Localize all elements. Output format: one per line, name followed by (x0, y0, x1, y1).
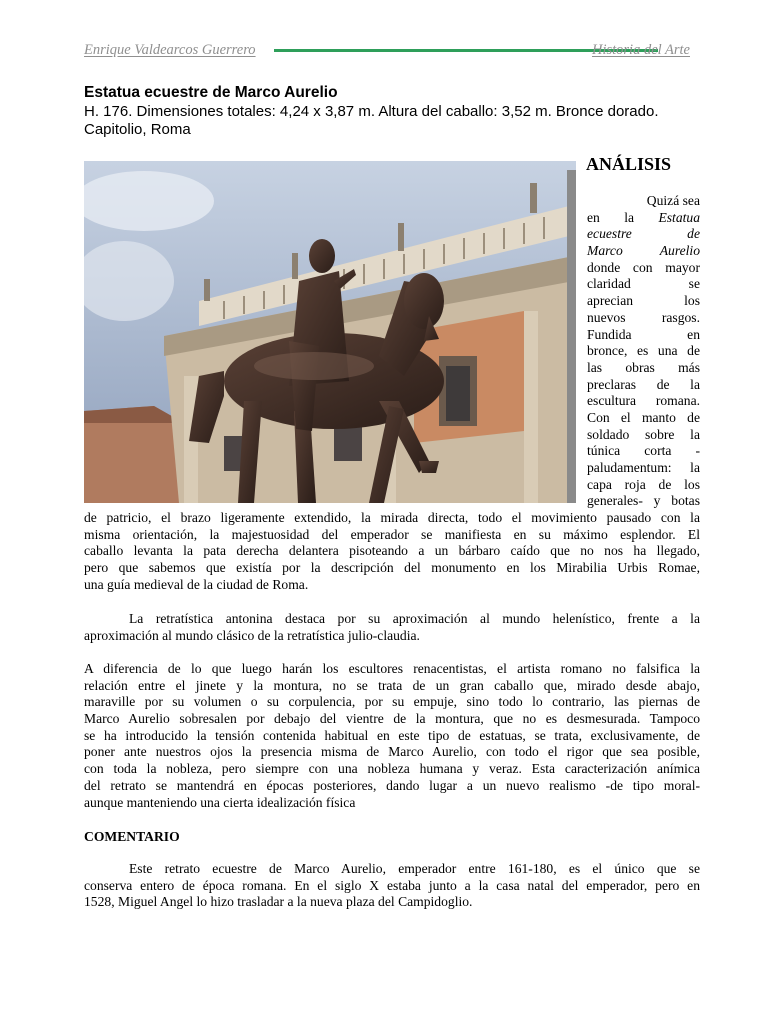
retratistica-line: La retratística antonina destaca por su aproximación al mundo helenístico, frente a la (129, 611, 700, 626)
side-column-line: paludamentum: la (587, 460, 700, 475)
side-column-line: aprecian los (587, 293, 700, 309)
diferencia-line: A diferencia de lo que luego harán los escultores renacentistas, el artista romano no falsifica la (84, 661, 700, 676)
document-subtitle (84, 103, 694, 139)
page-header (84, 40, 690, 64)
side-column-line: nuevos rasgos. (587, 309, 700, 325)
diferencia-line: maraville por su volumen o su corpulencia, por su empuje, sino todo lo contrario, las piernas de (84, 694, 700, 710)
diferencia-line: se ha introducido la tensión contenida habitual en este tipo de estatuas, se trata, exclusivamente, de (84, 727, 700, 743)
side-column-line: Fundida en (587, 326, 700, 342)
side-column-line: capa roja de los (587, 476, 700, 492)
subtitle-line-2: Capitolio, Roma (84, 121, 191, 138)
side-column-line: preclaras de la (587, 376, 700, 392)
comentario-line: 1528, Miguel Angel lo hizo trasladar a la nueva plaza del Campidoglio. (84, 894, 473, 910)
diferencia-line: con toda la nobleza, pero siempre con una nobleza humana y veraz. Esta caracterización anímica (84, 761, 700, 777)
side-column-line: claridad se (587, 276, 700, 292)
side-column-line: las obras más (587, 359, 700, 375)
side-column-line: Marco Aurelio (587, 243, 700, 259)
comentario-line: Este retrato ecuestre de Marco Aurelio, emperador entre 161-180, es el único que se (129, 861, 700, 876)
diferencia-line: aunque manteniendo una cierta idealización física (84, 794, 356, 810)
side-column-line: bronce, es una de (587, 343, 700, 359)
side-column-line: Con el manto de (587, 409, 700, 425)
statue-illustration (84, 161, 576, 503)
side-column-line: Quizá sea (646, 193, 700, 208)
side-column-line: escultura romana. (587, 393, 700, 409)
side-column-line: en la Estatua (587, 209, 700, 225)
side-column-line: donde con mayor (587, 259, 700, 275)
paragraph-diferencia (84, 661, 700, 811)
paragraph-comentario (84, 861, 700, 911)
continuation-line: de patricio, el brazo ligeramente extendido, la mirada directa, todo el movimiento pausado con la (84, 510, 700, 525)
diferencia-line: del retrato se mantendrá en épocas posteriores, dando lugar a un nuevo realismo -de tipo moral- (84, 777, 700, 793)
comentario-line: conserva entero de época romana. En el siglo X estaba junto a la casa natal del emperador, pero en (84, 877, 700, 893)
side-column-line: soldado sobre la (587, 426, 700, 442)
continuation-line: caballo levanta la pata derecha delantera pisoteando a un bárbaro caído que no nos ha llegado, (84, 543, 700, 559)
analisis-side-column (587, 193, 700, 510)
subtitle-line-1: H. 176. Dimensiones totales: 4,24 x 3,87 m. Altura del caballo: 3,52 m. Bronce dorado. (84, 103, 659, 120)
analisis-continuation (84, 510, 700, 593)
document-title: Estatua ecuestre de Marco Aurelio (84, 84, 338, 101)
diferencia-line: Marco Aurelio sobresalen por debajo del vientre de la montura, que no es desmesurada. Tampoco (84, 711, 700, 727)
comentario-heading: COMENTARIO (84, 829, 180, 844)
retratistica-line: aproximación al mundo clásico de la retratística julio-claudia. (84, 627, 420, 643)
continuation-line: pero que sabemos que existía por la descripción del monumento en los Mirabilia Urbis Romae, (84, 560, 700, 576)
header-author: Enrique Valdearcos Guerrero (84, 42, 256, 58)
continuation-line: una guía medieval de la ciudad de Roma. (84, 576, 309, 592)
analisis-heading: ANÁLISIS (586, 154, 672, 174)
side-column-line: túnica corta - (587, 443, 700, 459)
side-column-line: ecuestre de (587, 226, 700, 242)
continuation-line: misma orientación, la majestuosidad del emperador se manifiesta en su máximo esplendor. El (84, 526, 700, 542)
equestrian-statue-photo (84, 161, 576, 503)
diferencia-line: relación entre el jinete y la montura, no se trata de un gran caballo que, mirado desde abajo, (84, 677, 700, 693)
paragraph-retratistica (84, 611, 700, 644)
side-column-line: generales- y botas (587, 493, 700, 509)
header-subject: Historia del Arte (591, 42, 690, 58)
diferencia-line: poner ante nuestros ojos la presencia misma de Marco Aurelio, con todo el rigor que sea posible, (84, 744, 700, 760)
photo-shadow-bar (567, 170, 576, 503)
